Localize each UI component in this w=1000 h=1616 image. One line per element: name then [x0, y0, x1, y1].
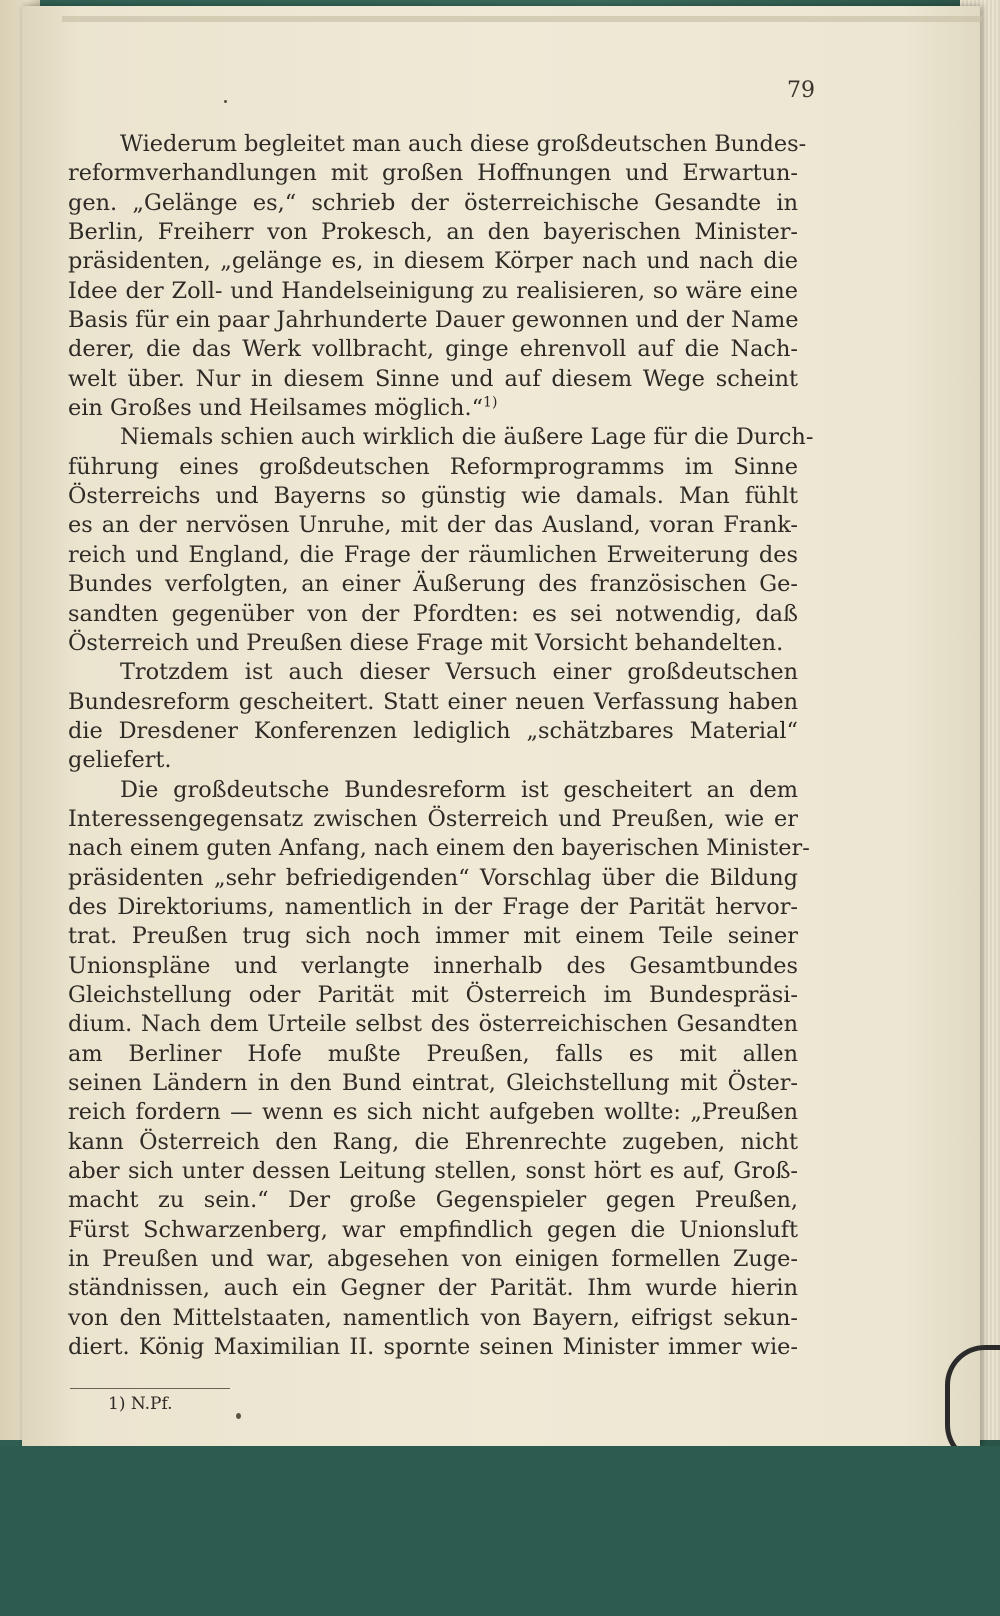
text-line: die Dresdener Konferenzen lediglich „schätzbares Material“ — [68, 717, 798, 744]
text-line: welt über. Nur in diesem Sinne und auf diesem Wege scheint — [68, 365, 798, 392]
text-line: Bundes verfolgten, an einer Äußerung des französischen Ge- — [68, 571, 798, 598]
body-text — [68, 130, 814, 1362]
ink-speck — [224, 100, 227, 103]
text-line: Basis für ein paar Jahrhunderte Dauer gewonnen und der Name — [68, 307, 799, 334]
text-line: Unionspläne und verlangte innerhalb des Gesamtbundes — [68, 952, 798, 979]
page-number: 79 — [787, 78, 815, 103]
text-line: trat. Preußen trug sich noch immer mit einem Teile seiner — [68, 923, 798, 950]
text-line: Bundesreform gescheitert. Statt einer neuen Verfassung haben — [68, 688, 798, 715]
text-line: Österreich und Preußen diese Frage mit Vorsicht behandelten. — [68, 629, 784, 656]
text-line: nach einem guten Anfang, nach einem den bayerischen Minister- — [68, 835, 810, 862]
text-line: gen. „Gelänge es,“ schrieb der österreichische Gesandte in — [68, 189, 798, 216]
text-line — [68, 394, 798, 423]
text-line: Fürst Schwarzenberg, war empfindlich gegen die Unionsluft — [68, 1216, 798, 1243]
text-line: Interessengegensatz zwischen Österreich und Preußen, wie er — [68, 805, 798, 832]
text-line-content: ein Großes und Heilsames möglich.“ — [68, 395, 484, 422]
text-line: geliefert. — [68, 747, 172, 774]
text-line: Österreichs und Bayerns so günstig wie damals. Man fühlt — [68, 483, 798, 510]
text-line: reich fordern — wenn es sich nicht aufgeben wollte: „Preußen — [68, 1099, 798, 1126]
text-line: des Direktoriums, namentlich in der Frage der Parität hervor- — [68, 893, 798, 920]
scan-background-bottom — [0, 1446, 1000, 1616]
text-line: es an der nervösen Unruhe, mit der das Ausland, voran Frank- — [68, 512, 798, 539]
text-line: am Berliner Hofe mußte Preußen, falls es mit allen — [68, 1040, 798, 1067]
text-line: Wiederum begleitet man auch diese großdeutschen Bundes- — [120, 131, 807, 157]
text-line: macht zu sein.“ Der große Gegenspieler gegen Preußen, — [68, 1187, 798, 1214]
text-line: diert. König Maximilian II. spornte seinen Minister immer wie- — [68, 1334, 798, 1361]
text-line: präsidenten, „gelänge es, in diesem Körper nach und nach die — [68, 248, 798, 275]
text-line: ständnissen, auch ein Gegner der Parität. Ihm wurde hierin — [68, 1275, 798, 1302]
top-edge-shadow — [62, 16, 982, 22]
text-line: präsidenten „sehr befriedigenden“ Vorschlag über die Bildung — [68, 864, 798, 891]
text-line: dium. Nach dem Urteile selbst des österreichischen Gesandten — [68, 1011, 798, 1038]
footnote: 1) N.Pf. — [108, 1394, 173, 1414]
text-line: führung eines großdeutschen Reformprogramms im Sinne — [68, 453, 798, 480]
text-line: kann Österreich den Rang, die Ehrenrechte zugeben, nicht — [68, 1128, 798, 1155]
text-line: von den Mittelstaaten, namentlich von Bayern, eifrigst sekun- — [68, 1304, 798, 1331]
text-line: Die großdeutsche Bundesreform ist gescheitert an dem — [120, 776, 798, 803]
text-line: derer, die das Werk vollbracht, ginge ehrenvoll auf die Nach- — [68, 336, 798, 363]
footnote-reference: 1) — [483, 394, 498, 411]
text-line: reich und England, die Frage der räumlichen Erweiterung des — [68, 541, 798, 568]
text-line: Berlin, Freiherr von Prokesch, an den bayerischen Minister- — [68, 219, 798, 246]
text-line: sandten gegenüber von der Pfordten: es sei notwendig, daß — [68, 600, 798, 627]
footnote-divider — [70, 1388, 230, 1389]
text-line: Gleichstellung oder Parität mit Österreich im Bundespräsi- — [68, 981, 798, 1008]
text-line: reformverhandlungen mit großen Hoffnungen und Erwartun- — [68, 160, 798, 187]
ink-speck — [236, 1413, 241, 1419]
text-line: Idee der Zoll- und Handelseinigung zu realisieren, so wäre eine — [68, 277, 798, 304]
text-line: in Preußen und war, abgesehen von einigen formellen Zuge- — [68, 1246, 798, 1273]
text-line: seinen Ländern in den Bund eintrat, Gleichstellung mit Öster- — [68, 1070, 798, 1096]
text-line: aber sich unter dessen Leitung stellen, sonst hört es auf, Groß- — [68, 1158, 798, 1185]
text-line: Trotzdem ist auch dieser Versuch einer großdeutschen — [120, 659, 798, 686]
text-line: Niemals schien auch wirklich die äußere Lage für die Durch- — [120, 424, 814, 451]
